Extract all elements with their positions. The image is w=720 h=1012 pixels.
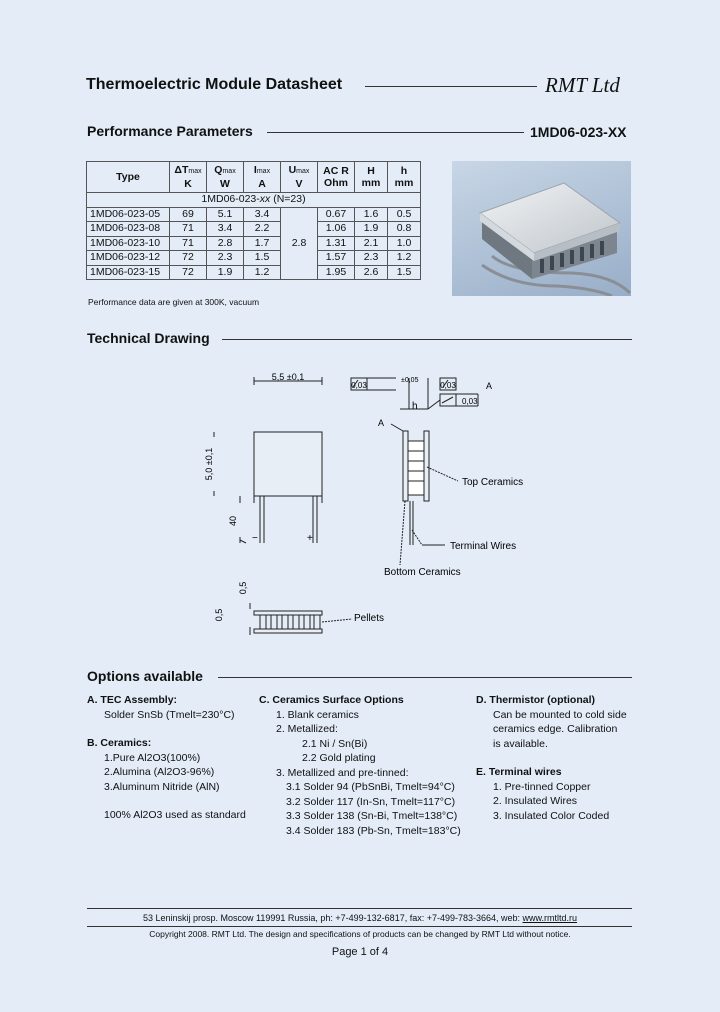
col-h: h mm <box>388 162 421 193</box>
pellets-label: Pellets <box>354 613 385 624</box>
drawing-heading: Technical Drawing <box>87 330 210 346</box>
performance-heading: Performance Parameters <box>87 123 253 139</box>
brand-logo: RMT Ltd <box>545 73 620 97</box>
options-col-de: D. Thermistor (optional) Can be mounted to cold side ceramics edge. Calibration is available. E. Terminal wires 1. Pre-tinned Copper 2. Insulated Wires 3. Insulated Color Coded <box>476 694 627 822</box>
col-acr: AC R Ohm <box>318 162 355 193</box>
top-ceramics-label: Top Ceramics <box>462 477 524 488</box>
pellet-dimension-side: 0,5 <box>214 608 224 622</box>
table-row: 1MD06-023-12 72 2.3 1.5 1.57 2.3 1.2 <box>87 251 421 266</box>
page-number: Page 1 of 4 <box>331 946 389 958</box>
flatness-value-1: 0,03 <box>351 381 367 390</box>
height-dimension: 5,0 ±0,1 <box>204 447 214 481</box>
width-dimension: 5,5 ±0,1 <box>271 372 305 382</box>
pellet-dimension-top: 0,5 <box>238 581 248 595</box>
col-dt: ΔTmax K <box>170 162 207 193</box>
plus-terminal: + <box>307 533 313 544</box>
website-link[interactable]: www.rmtltd.ru <box>522 913 578 923</box>
copyright: Copyright 2008. RMT Ltd. The design and specifications of products can be changed by RMT Ltd without notice. <box>149 929 571 939</box>
options-heading: Options available <box>87 668 203 684</box>
performance-rule <box>267 132 524 133</box>
minus-terminal: − <box>252 533 258 544</box>
table-row: 1MD06-023-08 71 3.4 2.2 1.06 1.9 0.8 <box>87 222 421 237</box>
table-row: 1MD06-023-10 71 2.8 1.7 1.31 2.1 1.0 <box>87 236 421 251</box>
technical-drawing <box>200 365 560 645</box>
terminal-wires-label: Terminal Wires <box>450 541 517 552</box>
bottom-ceramics-label: Bottom Ceramics <box>384 567 461 578</box>
group-label: 1MD06-023-xx (N=23) <box>87 193 421 208</box>
flatness-value-2: 0,03 <box>440 381 456 390</box>
document-title: Thermoelectric Module Datasheet <box>86 76 343 93</box>
col-type: Type <box>87 162 170 193</box>
table-note: Performance data are given at 300K, vacuum <box>88 297 260 307</box>
table-row: 1MD06-023-15 72 1.9 1.2 1.95 2.6 1.5 <box>87 265 421 280</box>
drawing-rule <box>222 339 632 340</box>
col-umax: Umax V <box>281 162 318 193</box>
product-photo <box>452 161 631 296</box>
h-tolerance: ±0,05 <box>401 377 419 384</box>
part-number: 1MD06-023-XX <box>530 124 627 140</box>
options-col-c: C. Ceramics Surface Options 1. Blank ceramics 2. Metallized: 2.1 Ni / Sn(Bi) 2.2 Gold plating 3. Metallized and pre-tinned: 3.1 Solder 94 (PbSnBi, Tmelt=94°C) 3.2 Solder 117 (In-Sn, Tmelt=117°C) 3.3 Solder 138 (Sn-Bi, Tmelt=138°C) 3.4 Solder 183 (Pb-Sn, Tmelt=183°C) <box>259 694 461 837</box>
module-illustration <box>452 161 631 296</box>
options-rule <box>218 677 632 678</box>
footer-address: 53 Leninskij prosp. Moscow 119991 Russia, ph: +7-499-132-6817, fax: +7-499-783-3664, web: www.rmtltd.ru <box>142 913 578 923</box>
header-rule <box>365 86 537 87</box>
performance-table <box>86 161 421 280</box>
options-col-ab: A. TEC Assembly: Solder SnSb (Tmelt=230°C) B. Ceramics: 1.Pure Al2O3(100%) 2.Alumina (Al2O3-96%) 3.Aluminum Nitride (AlN) 100% Al2O3 used as standard <box>87 694 246 821</box>
datum-a: A <box>378 418 385 428</box>
datum-ref: A <box>486 381 493 391</box>
col-qmax: Qmax W <box>207 162 244 193</box>
umax-shared: 2.8 <box>281 207 318 280</box>
h-label: h <box>412 401 418 412</box>
table-group-row <box>87 193 421 208</box>
col-imax: Imax A <box>244 162 281 193</box>
footer-rule-2 <box>87 926 632 927</box>
footer-rule <box>87 908 632 909</box>
pellets-view <box>250 603 352 635</box>
table-row: 1MD06-023-05 69 5.1 3.4 2.8 0.67 1.6 0.5 <box>87 207 421 222</box>
col-H: H mm <box>355 162 388 193</box>
parallel-value: 0,03 <box>462 397 478 406</box>
wire-length: 40 <box>228 515 238 527</box>
table-header-row <box>87 162 421 193</box>
